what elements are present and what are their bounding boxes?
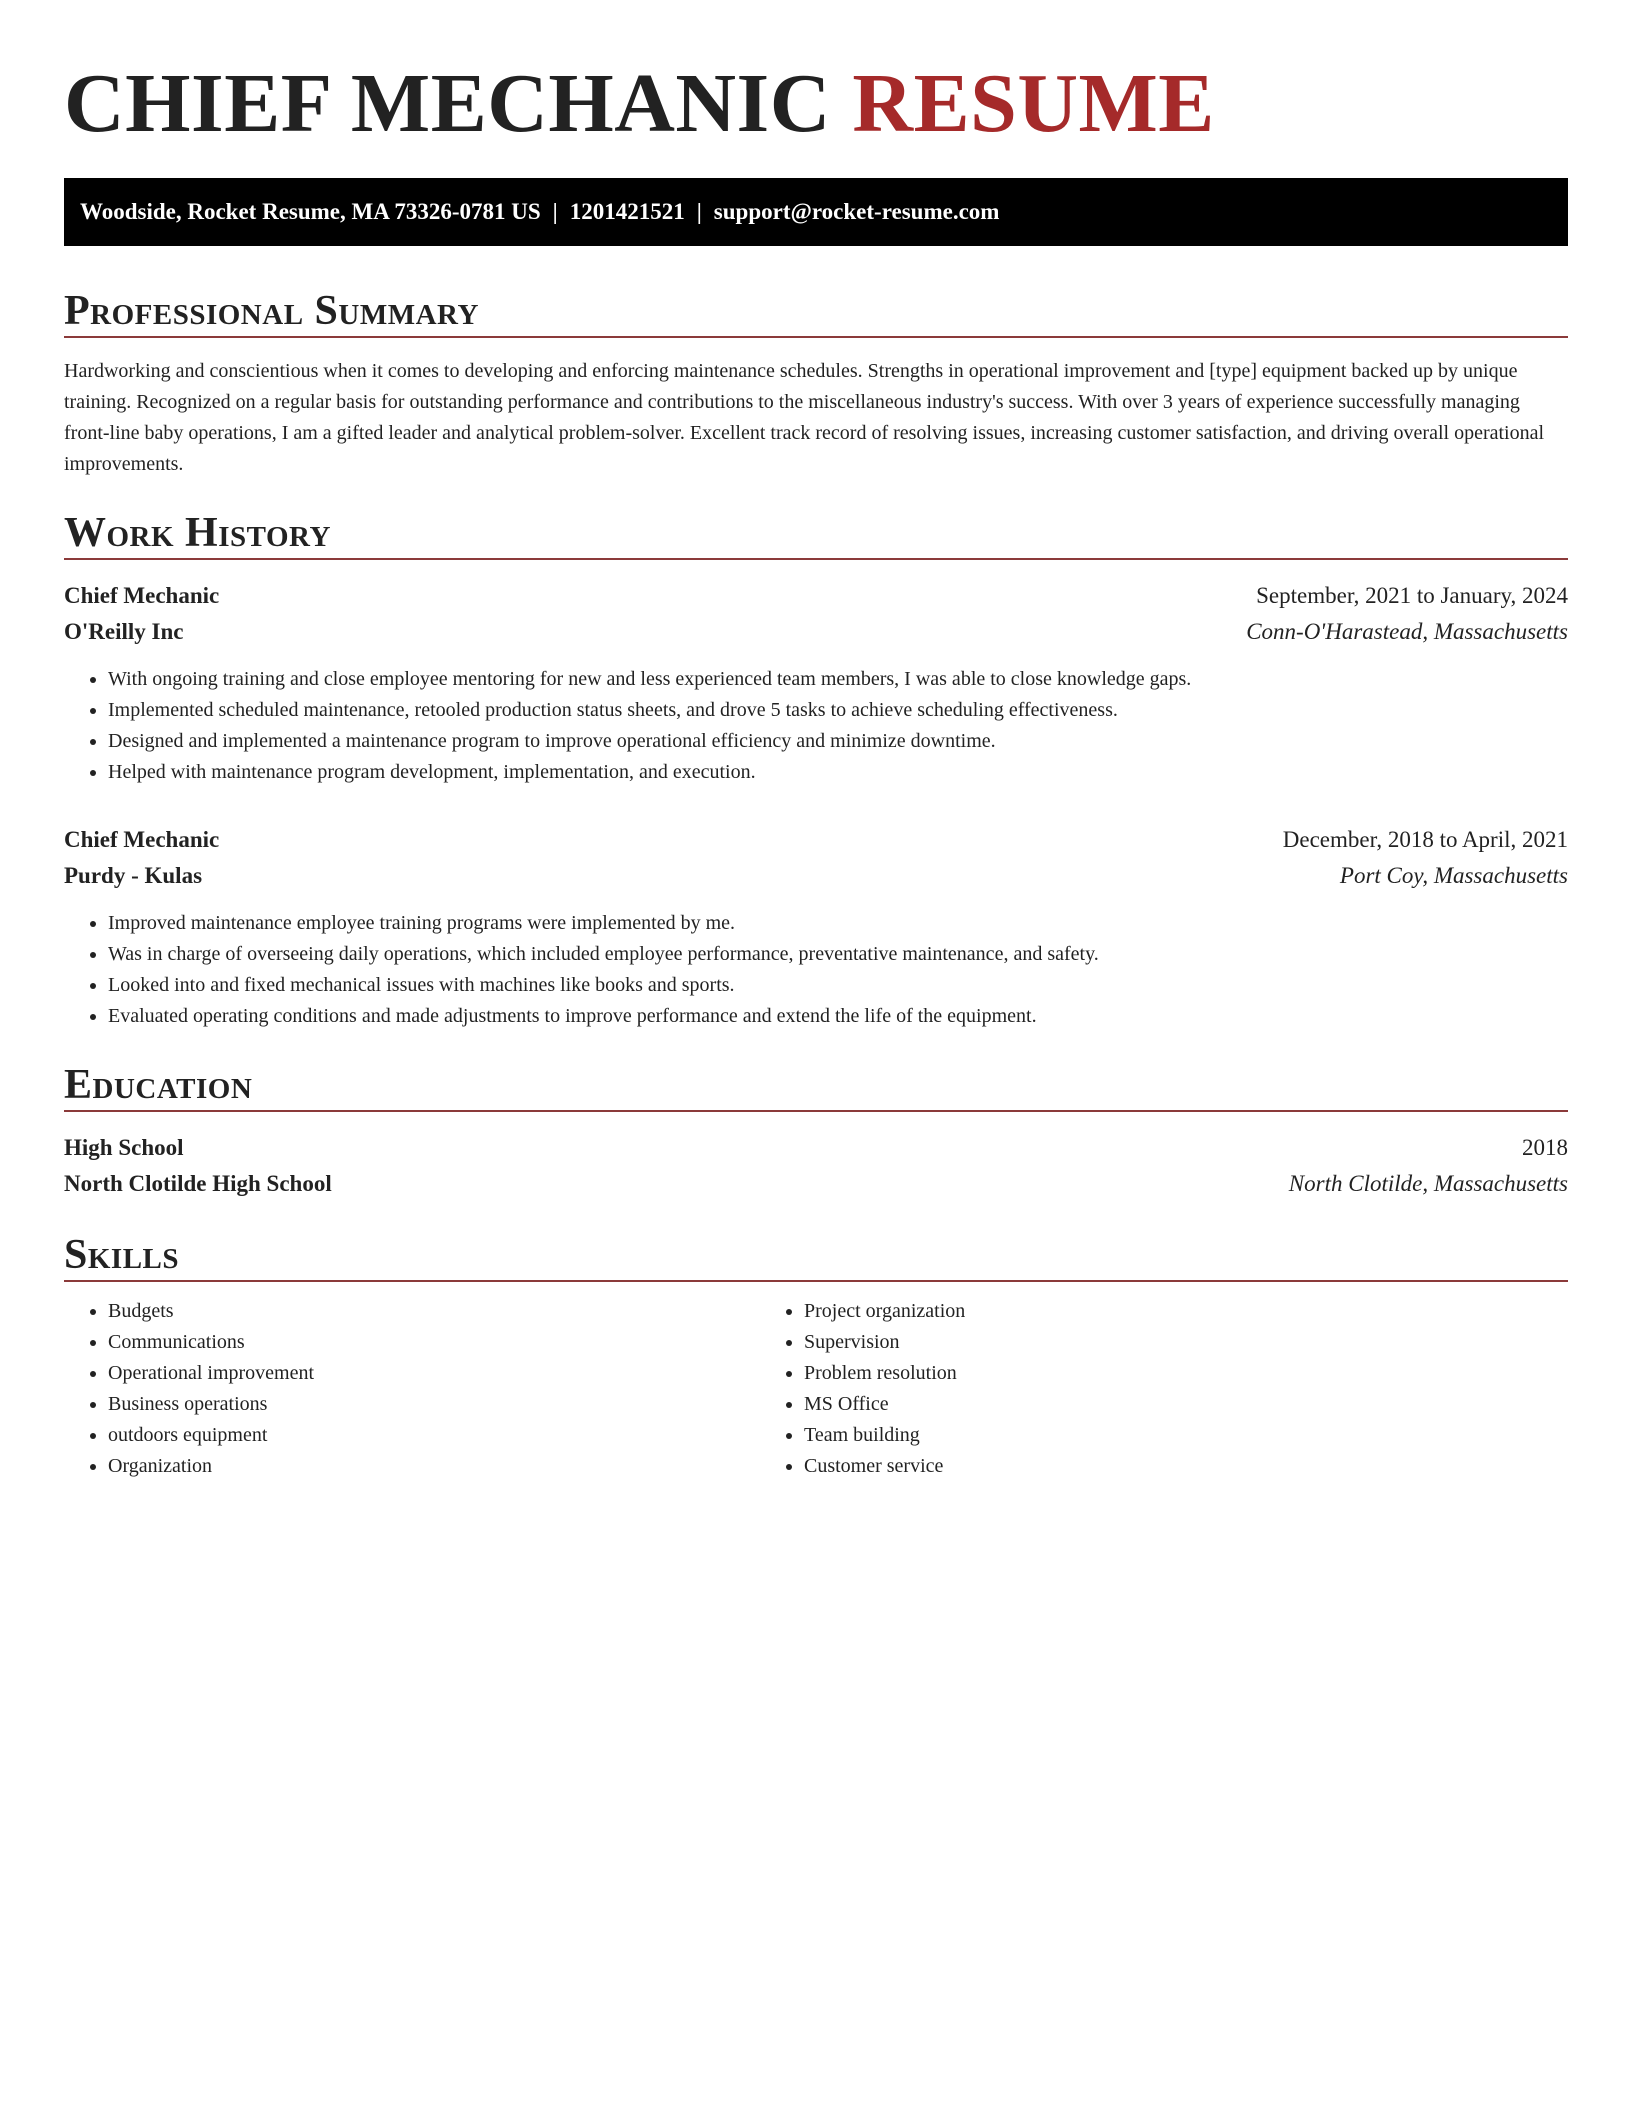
skill-item: • Organization <box>108 1451 760 1482</box>
education-location: North Clotilde, Massachusetts <box>1288 1171 1568 1196</box>
work-history-heading: Work History <box>64 510 331 556</box>
job-entry <box>64 822 1568 1032</box>
job-company: Purdy - Kulas <box>64 863 203 888</box>
skills-heading: Skills <box>64 1232 180 1278</box>
skills-column-right <box>760 1296 1456 1482</box>
job-bullet: • With ongoing training and close employee mentoring for new and less experienced team members, I was able to close knowledge gaps. <box>108 664 1568 695</box>
section-divider <box>64 558 1568 560</box>
skills-grid <box>64 1296 1568 1482</box>
skill-item: • Team building <box>804 1420 1456 1451</box>
summary-heading: Professional Summary <box>64 288 479 334</box>
education-degree: High School <box>64 1135 184 1160</box>
contact-separator: | <box>696 199 702 224</box>
job-company-row <box>64 858 1568 894</box>
job-bullets <box>64 908 1568 1032</box>
contact-address: Woodside, Rocket Resume, MA 73326-0781 US <box>80 199 541 224</box>
section-divider <box>64 336 1568 338</box>
education-school: North Clotilde High School <box>64 1171 332 1196</box>
job-bullets <box>64 664 1568 788</box>
skills-column-left <box>64 1296 760 1482</box>
job-header-row <box>64 822 1568 858</box>
skill-item: • Operational improvement <box>108 1358 760 1389</box>
resume-title <box>64 0 1568 150</box>
job-entry <box>64 578 1568 788</box>
section-divider <box>64 1280 1568 1282</box>
title-main: CHIEF MECHANIC <box>64 57 831 150</box>
job-location: Conn-O'Harastead, Massachusetts <box>1246 619 1568 644</box>
skill-item: • Problem resolution <box>804 1358 1456 1389</box>
education-year: 2018 <box>1522 1135 1568 1160</box>
skill-item: • outdoors equipment <box>108 1420 760 1451</box>
contact-email: support@rocket-resume.com <box>713 199 1000 224</box>
job-location: Port Coy, Massachusetts <box>1339 863 1568 888</box>
job-bullet: • Improved maintenance employee training programs were implemented by me. <box>108 908 1568 939</box>
skill-item: • Customer service <box>804 1451 1456 1482</box>
skill-item: • Budgets <box>108 1296 760 1327</box>
job-company-row <box>64 614 1568 650</box>
job-dates: September, 2021 to January, 2024 <box>1256 583 1568 608</box>
contact-separator: | <box>552 199 558 224</box>
skill-item: • Supervision <box>804 1327 1456 1358</box>
section-divider <box>64 1110 1568 1112</box>
skill-item: • MS Office <box>804 1389 1456 1420</box>
job-bullet: • Helped with maintenance program development, implementation, and execution. <box>108 757 1568 788</box>
skill-item: • Project organization <box>804 1296 1456 1327</box>
job-company: O'Reilly Inc <box>64 619 184 644</box>
job-bullet: • Implemented scheduled maintenance, retooled production status sheets, and drove 5 tasks to achieve scheduling effectiveness. <box>108 695 1568 726</box>
job-dates: December, 2018 to April, 2021 <box>1282 827 1568 852</box>
education-entry <box>64 1130 1568 1202</box>
job-bullet: • Looked into and fixed mechanical issues with machines like books and sports. <box>108 970 1568 1001</box>
job-title: Chief Mechanic <box>64 583 220 608</box>
summary-text: Hardworking and conscientious when it comes to developing and enforcing maintenance schedules. Strengths in operational improvement and [type] equipment backed up by unique training. Recognized on a regular basis for outstanding performance and contributions to the miscellaneous industry's success. With over 3 years of experience successfully managing front-line baby operations, I am a gifted leader and analytical problem-solver. Excellent track record of resolving issues, increasing customer satisfaction, and driving overall operational improvements. <box>64 360 1545 475</box>
job-bullet: • Was in charge of overseeing daily operations, which included employee performance, preventative maintenance, and safety. <box>108 939 1568 970</box>
job-title: Chief Mechanic <box>64 827 220 852</box>
job-bullet: • Evaluated operating conditions and made adjustments to improve performance and extend the life of the equipment. <box>108 1001 1568 1032</box>
title-accent: RESUME <box>852 57 1215 150</box>
education-heading: Education <box>64 1062 253 1108</box>
skill-item: • Communications <box>108 1327 760 1358</box>
skill-item: • Business operations <box>108 1389 760 1420</box>
job-header-row <box>64 578 1568 614</box>
job-bullet: • Designed and implemented a maintenance program to improve operational efficiency and minimize downtime. <box>108 726 1568 757</box>
education-school-row <box>64 1166 1568 1202</box>
education-degree-row <box>64 1130 1568 1166</box>
contact-phone: 1201421521 <box>569 199 685 224</box>
contact-bar <box>64 178 1568 246</box>
